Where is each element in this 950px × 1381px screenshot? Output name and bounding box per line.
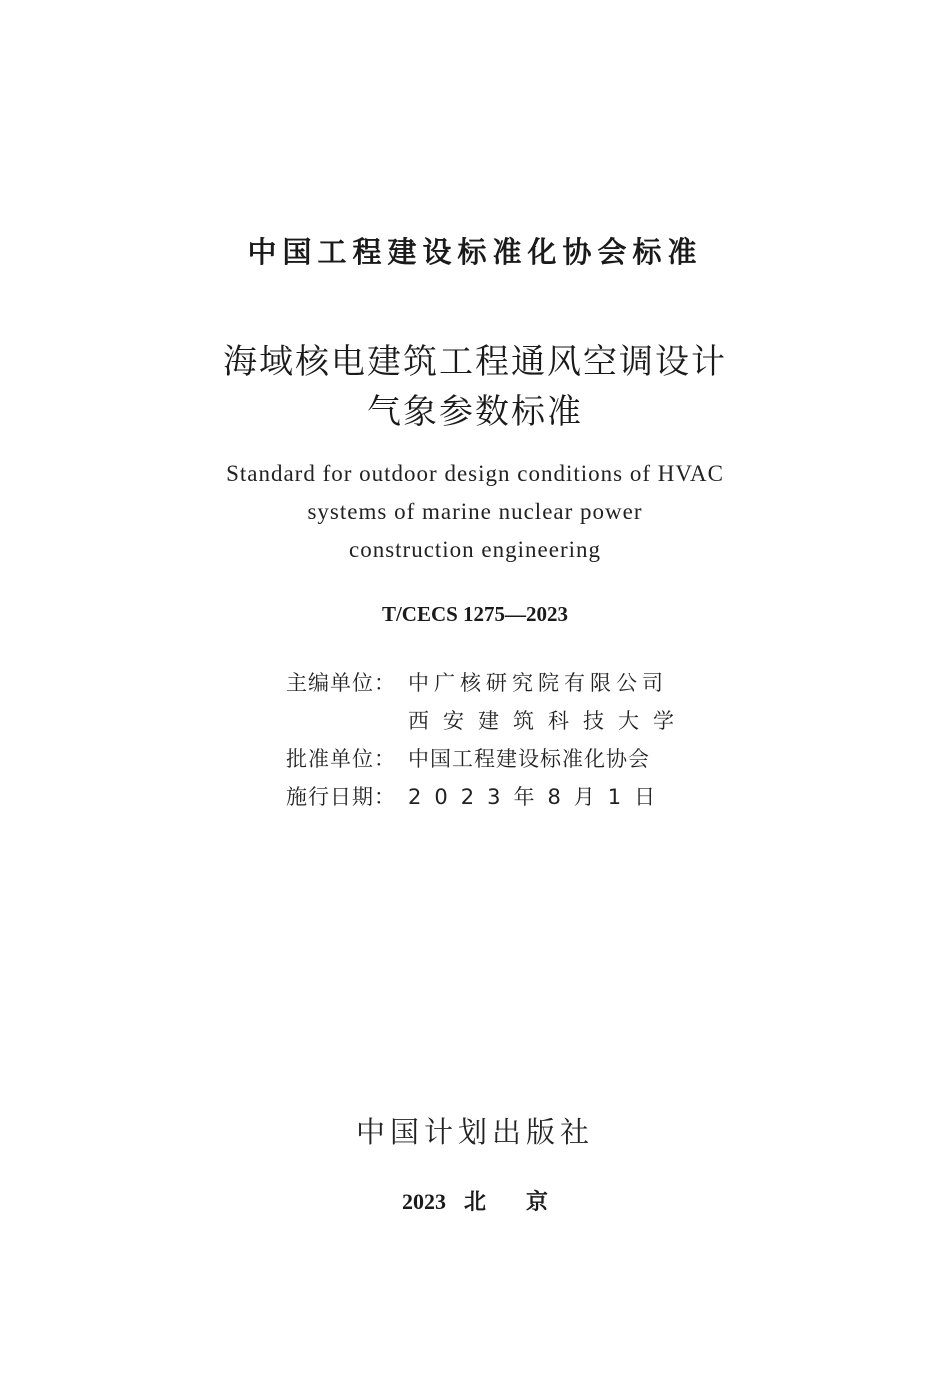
- title-cn-line-2: 气象参数标准: [367, 392, 583, 432]
- effective-date-row: [286, 781, 668, 811]
- approval-label: 批准单位：: [286, 747, 396, 771]
- imprint-year: 2023: [401, 1189, 446, 1214]
- title-en-line-2: systems of marine nuclear power: [307, 499, 643, 524]
- approval-org: 中国工程建设标准化协会: [408, 747, 650, 771]
- chief-editor-org-1: 中广核研究院有限公司: [408, 671, 668, 695]
- chief-editor-org-2: 西安建筑科技大学: [408, 709, 688, 733]
- title-cn-line-1: 海域核电建筑工程通风空调设计: [223, 342, 727, 382]
- publisher: 中国计划出版社: [355, 1115, 594, 1149]
- title-en-line-3: construction engineering: [348, 537, 601, 562]
- effective-date-value: 2023年8月1日: [408, 785, 669, 809]
- title-en-line-1: Standard for outdoor design conditions of HVAC: [226, 461, 724, 486]
- approval-row: [286, 743, 650, 773]
- imprint: [0, 1185, 950, 1216]
- chief-editors-label: 主编单位：: [286, 671, 396, 695]
- standard-code: T/CECS 1275—2023: [381, 602, 569, 626]
- series-title: 中国工程建设标准化协会标准: [247, 235, 703, 269]
- chief-editors-row: [286, 667, 668, 697]
- imprint-city: 北京: [463, 1189, 588, 1214]
- effective-date-label: 施行日期：: [286, 785, 396, 809]
